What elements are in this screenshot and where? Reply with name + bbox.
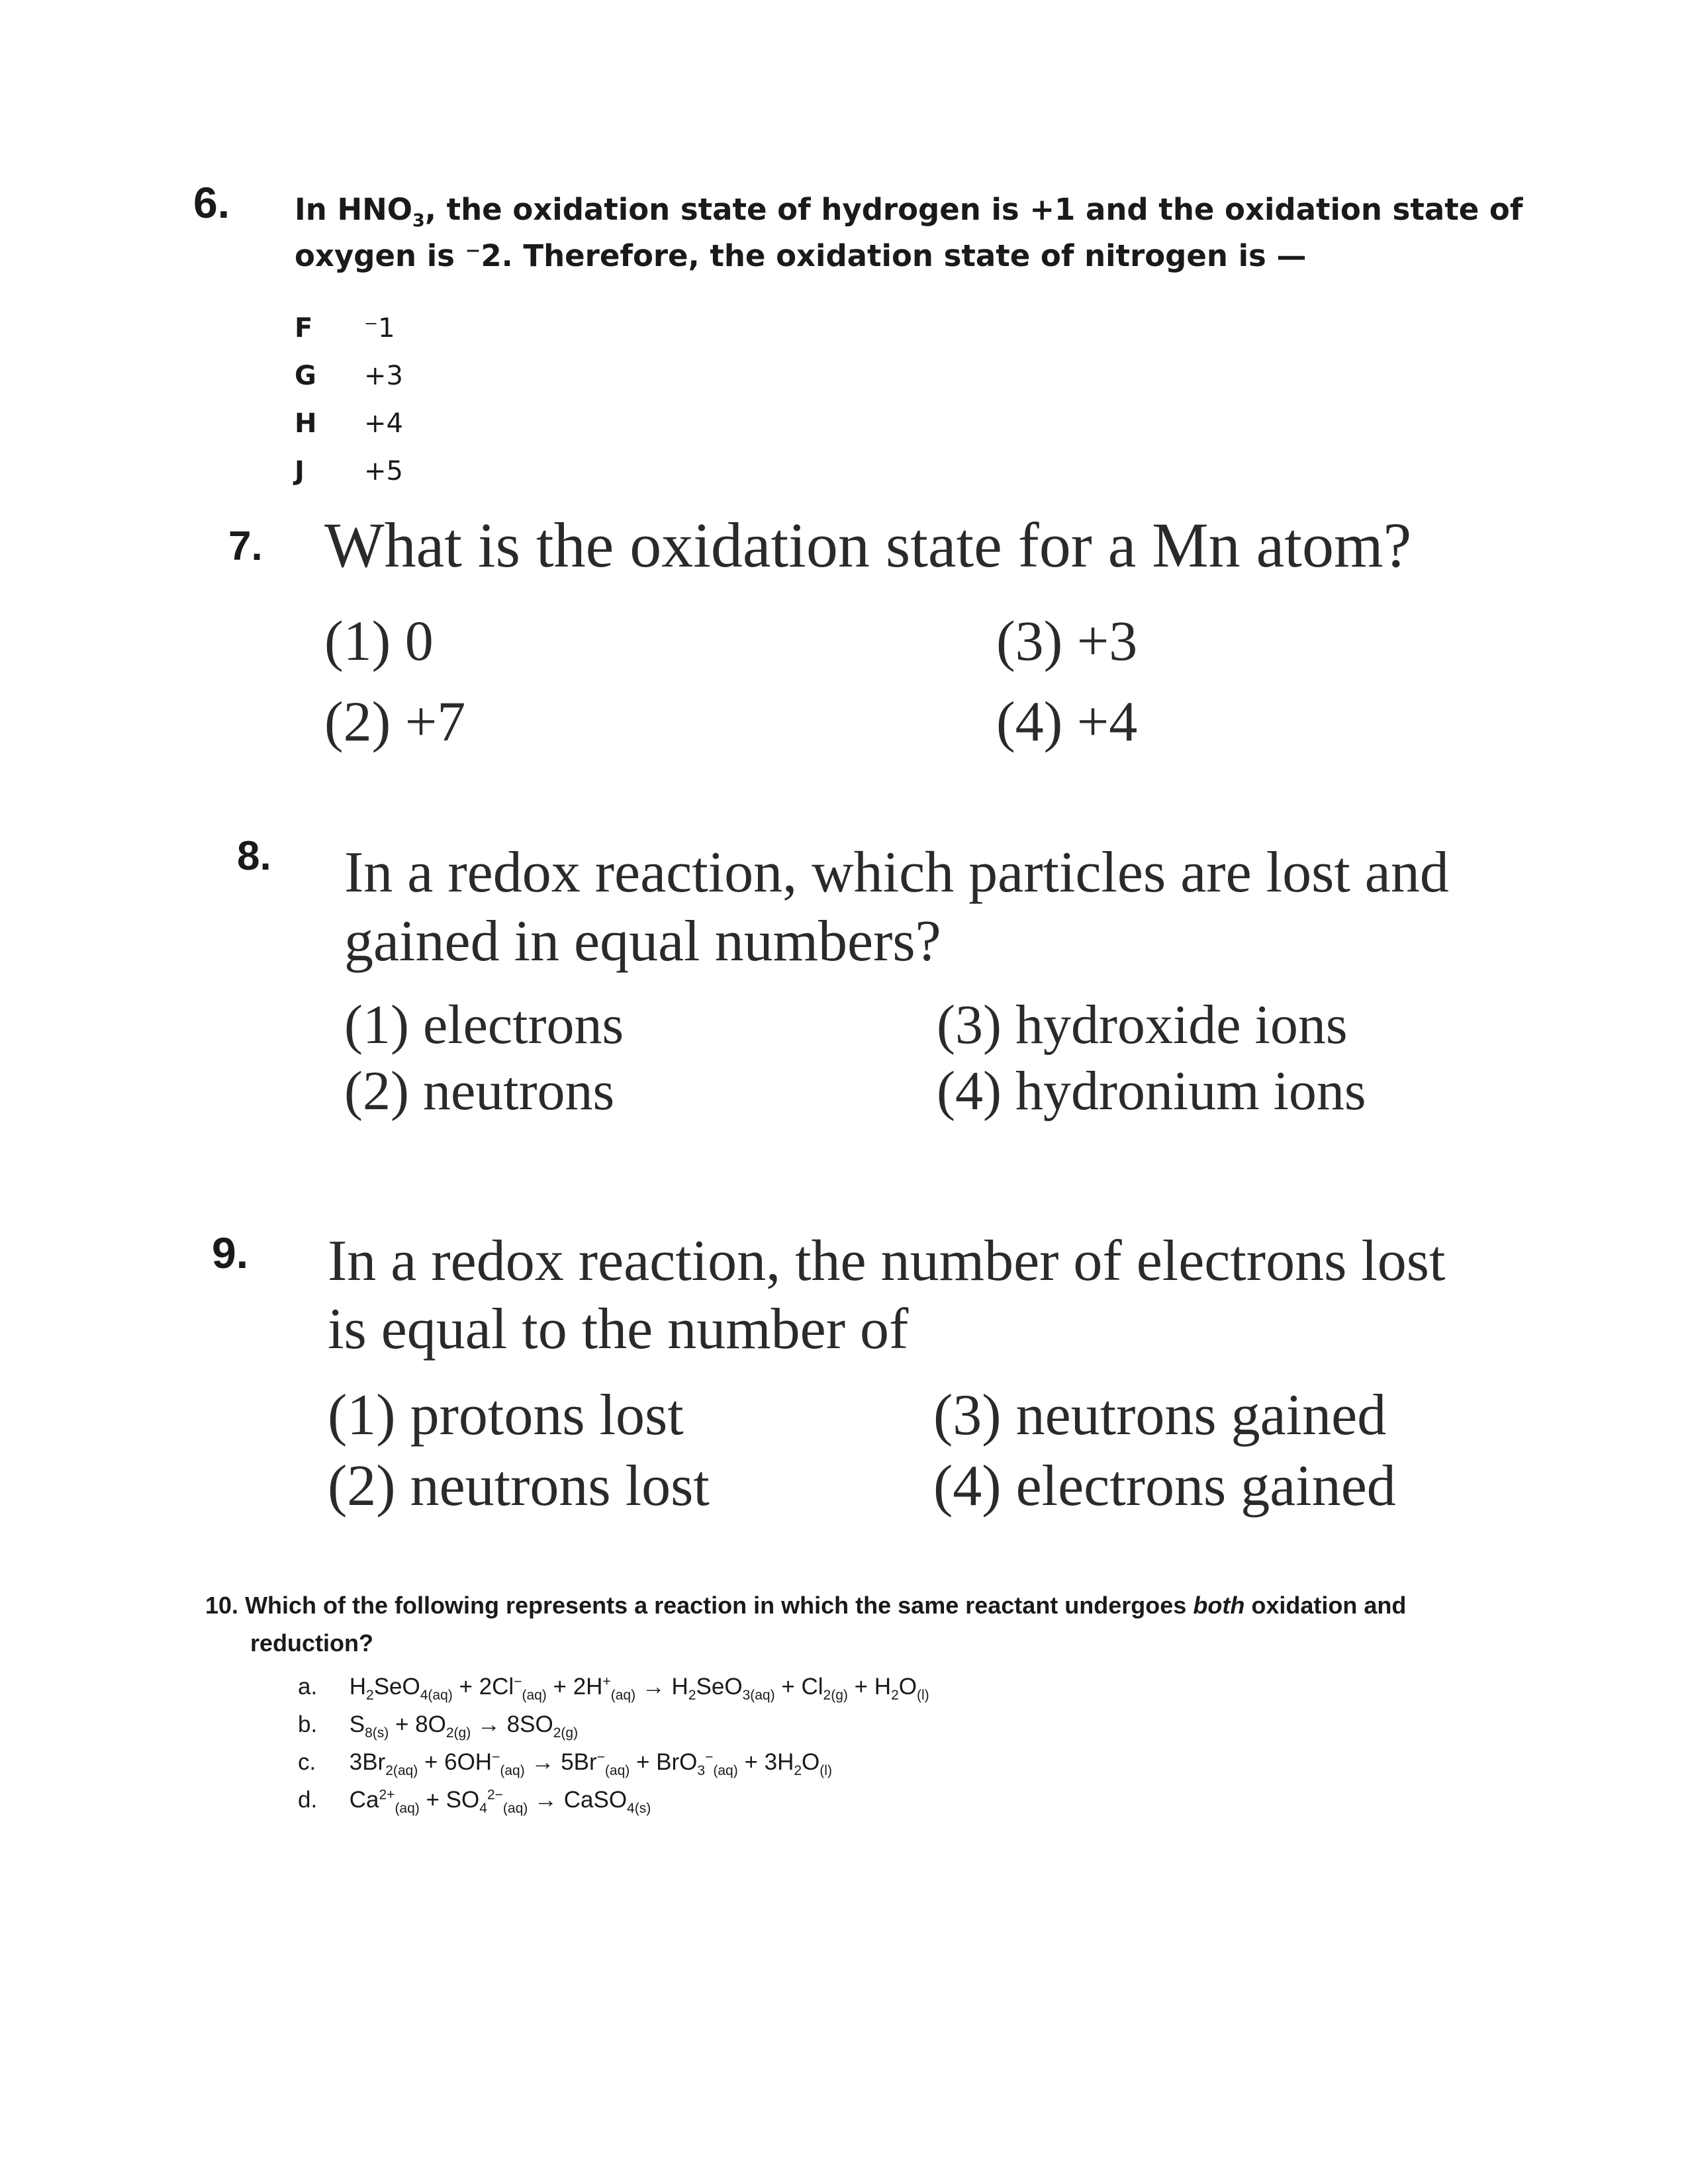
- formula-part: + 6OH: [418, 1749, 492, 1775]
- q7-choice-2[interactable]: (2) +7: [324, 690, 466, 753]
- q10-option-c[interactable]: [298, 1743, 929, 1781]
- q6-choices: [295, 304, 403, 495]
- choice-letter: J: [295, 456, 305, 486]
- choice-value: +3: [364, 361, 403, 391]
- formula-part: + 2H: [546, 1674, 603, 1700]
- q9-choice-3[interactable]: (3) neutrons gained: [933, 1383, 1387, 1447]
- formula-part: O: [802, 1749, 820, 1775]
- q9-stem-line2: is equal to the number of: [328, 1297, 909, 1361]
- formula-sub: 2(g): [553, 1725, 579, 1741]
- formula-sub: 2: [688, 1688, 696, 1703]
- q6-stem-text: , the oxidation state of hydrogen is +1 and the oxidation state of: [424, 192, 1523, 227]
- formula-sub: 2(g): [823, 1688, 848, 1703]
- option-letter: c.: [298, 1749, 316, 1775]
- formula-part: O: [898, 1674, 917, 1700]
- formula-part: Ca: [349, 1787, 379, 1813]
- q8-choice-1[interactable]: (1) electrons: [344, 994, 624, 1056]
- formula-sub: (aq): [502, 1801, 528, 1816]
- formula-sub: (aq): [395, 1801, 420, 1816]
- q6-stem-text: In HNO: [295, 192, 413, 227]
- formula-part: + 8O: [389, 1711, 446, 1737]
- formula-part: + BrO: [630, 1749, 698, 1775]
- formula-sup: −: [596, 1749, 605, 1765]
- formula-sub: (aq): [713, 1763, 738, 1778]
- formula-sup: −: [492, 1749, 500, 1765]
- formula-part: + 3H: [737, 1749, 794, 1775]
- q7-stem: What is the oxidation state for a Mn atom?: [324, 510, 1412, 580]
- formula-part: + 2Cl: [452, 1674, 514, 1700]
- formula-sub: 2(aq): [385, 1763, 418, 1778]
- q10-options: [298, 1668, 929, 1819]
- formula-sup: −: [705, 1749, 714, 1765]
- choice-letter: G: [295, 361, 316, 391]
- option-letter: b.: [298, 1711, 318, 1737]
- q6-choice-h[interactable]: [295, 400, 403, 447]
- q10-stem-line2: reduction?: [250, 1629, 373, 1657]
- formula-sub: 8(s): [365, 1725, 389, 1741]
- choice-value: ⁻1: [364, 313, 395, 343]
- formula-part: + SO: [419, 1787, 480, 1813]
- q7-number: 7.: [228, 523, 263, 569]
- formula-part: 5Br: [561, 1749, 597, 1775]
- formula-part: 8SO: [506, 1711, 553, 1737]
- q8-stem-line1: In a redox reaction, which particles are lost and: [344, 841, 1449, 905]
- q10-option-a[interactable]: [298, 1668, 929, 1706]
- formula-sub: (aq): [610, 1688, 636, 1703]
- formula-sub: 3(aq): [742, 1688, 775, 1703]
- formula-sub: (aq): [604, 1763, 630, 1778]
- formula-sub: 2(g): [445, 1725, 471, 1741]
- formula-sup: −: [514, 1674, 522, 1690]
- q10-stem-emphasis: both: [1193, 1592, 1245, 1619]
- reaction-arrow-icon: →: [477, 1711, 500, 1737]
- reaction-arrow-icon: →: [641, 1674, 665, 1700]
- choice-value: +5: [364, 456, 403, 486]
- q8-stem-line2: gained in equal numbers?: [344, 909, 941, 974]
- q6-stem-line2: oxygen is ⁻2. Therefore, the oxidation state of nitrogen is —: [295, 238, 1307, 273]
- formula-sub: (aq): [522, 1688, 547, 1703]
- formula-sup: 2+: [379, 1787, 395, 1803]
- q10-number: 10.: [205, 1592, 239, 1619]
- choice-value: +4: [364, 408, 403, 439]
- q9-stem-line1: In a redox reaction, the number of electrons lost: [328, 1229, 1446, 1293]
- q9-number: 9.: [212, 1228, 249, 1277]
- q9-choice-4[interactable]: (4) electrons gained: [933, 1454, 1396, 1518]
- choice-letter: H: [295, 408, 317, 439]
- q6-choice-f[interactable]: [295, 304, 403, 352]
- choice-letter: F: [295, 313, 313, 343]
- q8-choice-3[interactable]: (3) hydroxide ions: [937, 994, 1348, 1056]
- formula-part: H: [349, 1674, 367, 1700]
- formula-sub: 2: [366, 1688, 374, 1703]
- formula-part: H: [671, 1674, 688, 1700]
- formula-sub: 4: [479, 1801, 487, 1816]
- q6-stem-line1: [295, 192, 1523, 231]
- formula-sub: (l): [820, 1763, 832, 1778]
- formula-sup: 2−: [487, 1787, 503, 1803]
- reaction-arrow-icon: →: [534, 1787, 557, 1813]
- q10-stem-text: Which of the following represents a reaction in which the same reactant undergoes: [245, 1592, 1187, 1619]
- formula-part: SeO: [696, 1674, 743, 1700]
- formula-sub: (aq): [500, 1763, 525, 1778]
- q10-option-b[interactable]: [298, 1706, 929, 1743]
- formula-sub: 3: [697, 1763, 706, 1778]
- q10-option-d[interactable]: [298, 1781, 929, 1819]
- formula-sub: 4(aq): [420, 1688, 453, 1703]
- q8-choice-4[interactable]: (4) hydronium ions: [937, 1060, 1366, 1122]
- formula-sub: 2: [794, 1763, 802, 1778]
- q9-choice-1[interactable]: (1) protons lost: [328, 1383, 684, 1447]
- q7-choice-3[interactable]: (3) +3: [996, 609, 1138, 672]
- formula-part: + Cl: [774, 1674, 823, 1700]
- formula-sub: 4(s): [627, 1801, 651, 1816]
- formula-part: 3Br: [349, 1749, 386, 1775]
- q6-choice-j[interactable]: [295, 447, 403, 495]
- formula-sub: (l): [917, 1688, 929, 1703]
- reaction-arrow-icon: →: [531, 1749, 555, 1775]
- q8-choice-2[interactable]: (2) neutrons: [344, 1060, 615, 1122]
- formula-sub: 2: [891, 1688, 899, 1703]
- formula-part: + H: [847, 1674, 892, 1700]
- q7-choice-1[interactable]: (1) 0: [324, 609, 434, 672]
- q9-choice-2[interactable]: (2) neutrons lost: [328, 1454, 710, 1518]
- option-letter: d.: [298, 1787, 318, 1813]
- formula-part: CaSO: [563, 1787, 628, 1813]
- formula-part: S: [349, 1711, 365, 1737]
- formula-part: SeO: [373, 1674, 420, 1700]
- q6-stem-subscript: 3: [412, 210, 425, 231]
- q6-number: 6.: [193, 178, 230, 227]
- q10-stem-text: oxidation and: [1251, 1592, 1407, 1619]
- option-letter: a.: [298, 1674, 318, 1700]
- q8-number: 8.: [237, 833, 271, 879]
- q7-choice-4[interactable]: (4) +4: [996, 690, 1138, 753]
- q10-stem-line1: [205, 1592, 1406, 1619]
- q6-choice-g[interactable]: [295, 352, 403, 400]
- formula-sup: +: [602, 1674, 611, 1690]
